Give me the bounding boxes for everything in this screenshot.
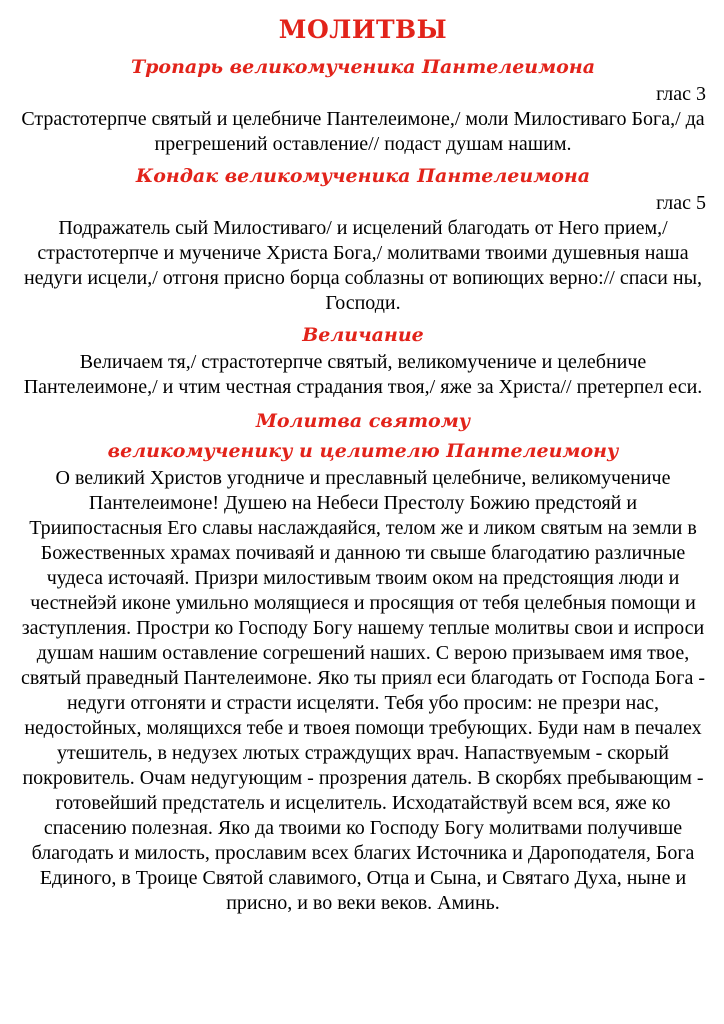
prayer-title-line-2: великомученику и целителю Пантелеимону: [107, 440, 619, 462]
troparion-voice: глас 3: [656, 83, 706, 105]
magnification-text: Величаем тя,/ страстотерпче святый, великомучениче и целебниче Пантелеимоне,/ и чтим честная страдания твоя,/ яже за Христа// претерпел еси.: [23, 351, 703, 398]
prayer-title-line-1: Молитва святому: [255, 410, 471, 432]
prayer-page: [20, 8, 706, 916]
prayer-text: О великий Христов угодниче и преславный целебниче, великомучениче Пантелеимоне! Душею на Небеси Престолу Божию предстояй и Триипостасныя Его славы наслаждаяйся, телом же и ликом святым на земли в Божественных храмах почиваяй и данною ти свыше благодатию различные чудеса источаяй. Призри милостивым твоим оком на предстоящия люди и честнейэй иконе умильно молящиеся и просящия от тебя целебныя помощи и заступления. Простри ко Господу Богу нашему теплые молитвы свои и испроси душам нашим оставление согрешений наших. С верою призываем имя твое, святый праведный Пантелеимоне. Яко ты приял еси благодать от Господа Бога - недуги отгоняти и страсти исцеляти. Тебя убо просим: не презри нас, недостойных, молящихся тебе и твоея помощи требующих. Буди нам в печалех утешитель, в недузех лютых страждущих врач. Напаствуемым - скорый покровитель. Очам недугующим - прозрения датель. В скорбях пребывающим - готовейший предстатель и исцелитель. Исходатайствуй всем вся, яже ко спасению полезная. Яко да твоими ко Господу Богу молитвами получивше благодать и милость, прославим всех благих Источника и Дароподателя, Бога Единого, в Троице Святой славимого, Отца и Сына, и Святаго Духа, ныне и присно, и во веки веков. Аминь.: [21, 467, 705, 914]
troparion-title: Тропарь великомученика Пантелеимона: [130, 56, 596, 78]
kontakion-section: [20, 161, 706, 316]
prayer-title: [20, 406, 706, 466]
troparion-section: [20, 52, 706, 157]
troparion-text: Страстотерпче святый и целебниче Пантелеимоне,/ моли Милостиваго Бога,/ да прегрешений оставление// подаст душам нашим.: [21, 108, 705, 155]
kontakion-text: Подражатель сый Милостиваго/ и исцелений благодать от Него прием,/ страстотерпче и мучениче Христа Бога,/ молитвами твоими душевныя наша недуги исцели,/ отгоня присно борца соблазны от вопиющих верно:// спаси ны, Господи.: [23, 217, 703, 314]
magnification-section: [20, 320, 706, 400]
kontakion-title: Кондак великомученика Пантелеимона: [135, 165, 591, 187]
kontakion-voice: глас 5: [656, 192, 706, 214]
magnification-title: Величание: [302, 324, 424, 346]
prayer-section: [20, 406, 706, 916]
page-title: МОЛИТВЫ: [278, 15, 448, 44]
